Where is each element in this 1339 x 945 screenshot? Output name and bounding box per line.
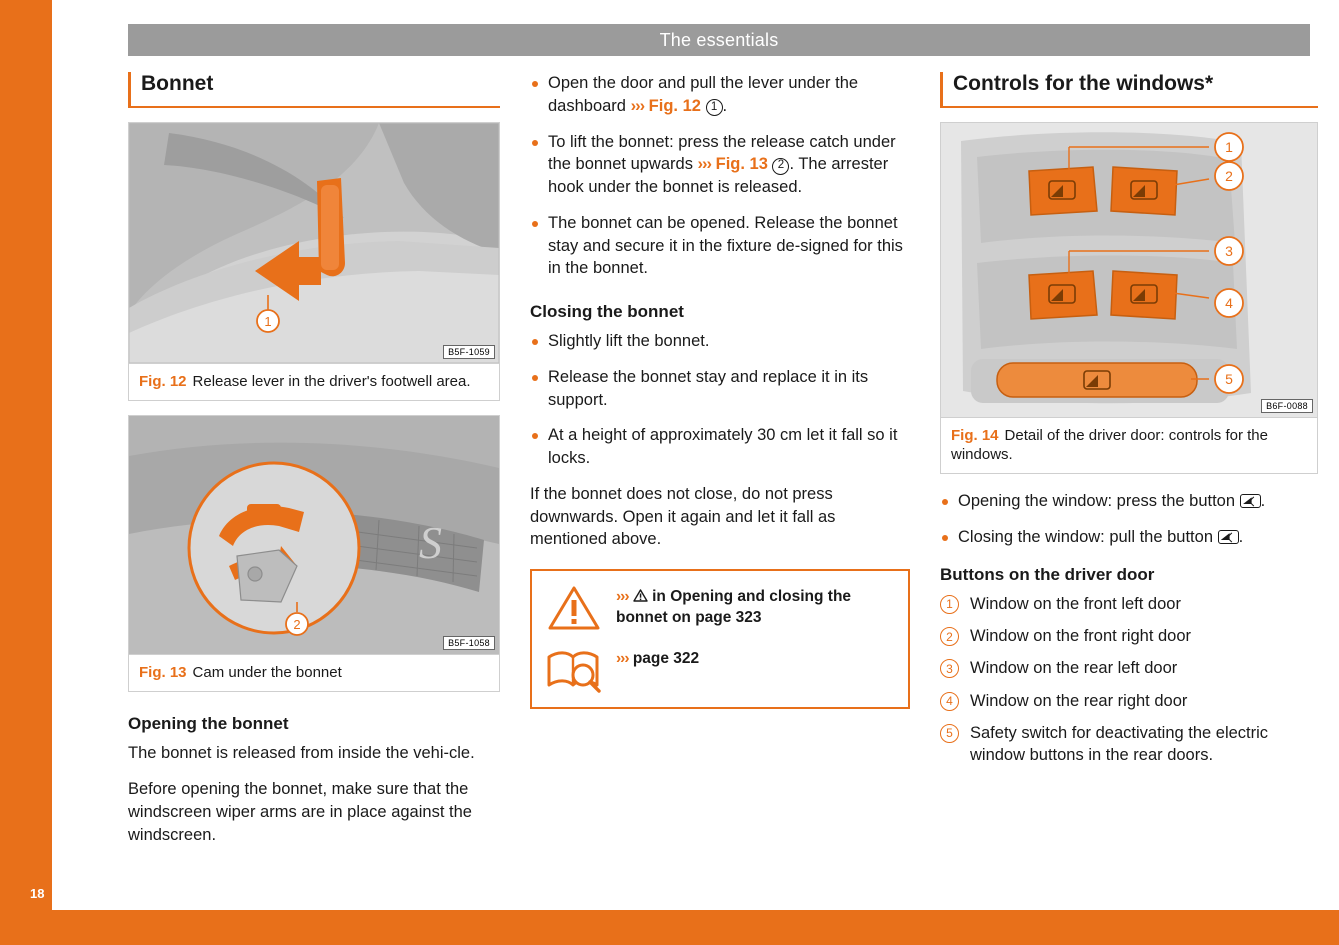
svg-text:5: 5 — [1225, 371, 1233, 387]
svg-text:1: 1 — [1225, 139, 1233, 155]
paragraph-wiper-arms: Before opening the bonnet, make sure that the windscreen wiper arms are in place against the windscreen. — [128, 780, 472, 844]
note-page-reference[interactable]: page 322 — [632, 650, 700, 668]
list-item — [530, 330, 910, 353]
window-operation-list — [940, 490, 1318, 549]
manual-page — [52, 0, 1339, 910]
callout-ref: 2 — [772, 158, 789, 175]
svg-text:1: 1 — [264, 314, 272, 329]
column-right — [940, 72, 1318, 859]
button-description: Window on the front right door — [970, 627, 1192, 646]
callout-number: 3 — [940, 659, 959, 678]
note-reference-text[interactable]: in Opening and closing the bonnet on page 323 — [616, 588, 852, 627]
book-magnifier-icon — [546, 645, 602, 693]
list-item — [530, 424, 910, 470]
figure-13 — [128, 415, 500, 692]
step-text: At a height of approximately 30 cm let it fall so it locks. — [548, 426, 898, 468]
list-item — [940, 690, 1318, 712]
note-text-page — [616, 645, 699, 670]
arrow-marker: ››› — [630, 96, 645, 115]
list-item — [530, 131, 910, 199]
page-columns — [128, 72, 1318, 859]
step-text-post: . The arrester hook under the bonnet is released. — [548, 155, 889, 197]
figure-12-code: B5F-1059 — [443, 345, 495, 359]
figure-13-image — [129, 416, 499, 654]
figure-ref[interactable]: Fig. 13 — [715, 155, 768, 174]
note-text-warning — [616, 583, 894, 629]
warning-triangle-inline-icon — [633, 589, 648, 602]
section-title-bonnet: Bonnet — [128, 72, 500, 108]
step-text: Open the door and pull the lever under the dashboard — [548, 74, 859, 115]
callout-number: 5 — [940, 724, 959, 743]
svg-text:4: 4 — [1225, 295, 1233, 311]
button-description: Window on the rear right door — [970, 691, 1188, 710]
list-item — [940, 722, 1318, 767]
step-text: The bonnet can be opened. Release the bonnet stay and secure it in the fixture de-signed for this in the bonnet. — [548, 213, 903, 278]
list-item — [940, 657, 1318, 679]
page-number: 18 — [30, 886, 45, 901]
figure-ref[interactable]: Fig. 12 — [648, 96, 701, 115]
figure-14-label: Fig. 14 — [951, 427, 999, 444]
list-item — [940, 490, 1318, 513]
figure-12-image — [129, 123, 499, 363]
figure-13-caption-text: Cam under the bonnet — [192, 664, 342, 682]
button-description: Window on the front left door — [970, 594, 1181, 613]
note-row-manual — [546, 645, 894, 693]
button-description: Window on the rear left door — [970, 659, 1178, 678]
figure-14-image — [941, 123, 1317, 417]
step-text: To lift the bonnet: press the release catch under the bonnet upwards — [548, 132, 896, 174]
figure-14-caption — [941, 417, 1317, 473]
step-text-post: . — [722, 96, 728, 115]
column-left — [128, 72, 500, 859]
window-controls-illustration — [941, 123, 1317, 417]
figure-12-label: Fig. 12 — [139, 373, 187, 390]
list-item — [530, 72, 910, 118]
heading-driver-door-buttons: Buttons on the driver door — [940, 564, 1155, 584]
heading-closing-bonnet: Closing the bonnet — [530, 302, 684, 322]
list-item — [940, 526, 1318, 549]
arrow-marker: ››› — [616, 650, 629, 668]
callout-number: 1 — [940, 595, 959, 614]
figure-13-code: B5F-1058 — [443, 636, 495, 650]
figure-14-code: B6F-0088 — [1261, 399, 1313, 413]
step-text: Release the bonnet stay and replace it in its support. — [548, 367, 869, 409]
list-item — [530, 212, 910, 280]
driver-door-button-list — [940, 593, 1318, 767]
warning-triangle-icon — [546, 583, 602, 631]
operation-text-post: . — [1260, 492, 1266, 511]
list-item — [530, 366, 910, 412]
opening-steps-list — [530, 72, 910, 280]
svg-text:2: 2 — [1225, 168, 1233, 184]
button-description: Safety switch for deactivating the electric window buttons in the rear doors. — [970, 723, 1269, 765]
figure-14 — [940, 122, 1318, 474]
svg-text:S: S — [419, 517, 442, 569]
operation-text-post: . — [1238, 528, 1244, 547]
paragraph-bonnet-not-closing: If the bonnet does not close, do not press downwards. Open it again and let it fall as mentioned above. — [530, 484, 836, 549]
heading-opening-bonnet: Opening the bonnet — [128, 714, 289, 734]
callout-ref: 1 — [706, 99, 723, 116]
footwell-illustration — [129, 123, 499, 363]
closing-steps-list — [530, 330, 910, 470]
cam-under-bonnet-illustration — [129, 416, 499, 654]
figure-12-caption — [129, 363, 499, 400]
figure-12-caption-text: Release lever in the driver's footwell area. — [192, 373, 471, 390]
figure-13-label: Fig. 13 — [139, 664, 187, 682]
svg-text:3: 3 — [1225, 243, 1233, 259]
list-item — [940, 625, 1318, 647]
callout-number: 4 — [940, 692, 959, 711]
reference-note-box — [530, 569, 910, 709]
window-button-icon — [1240, 494, 1261, 508]
column-middle — [530, 72, 910, 859]
figure-13-caption — [129, 654, 499, 691]
note-row-warning — [546, 583, 894, 631]
page-header-title: The essentials — [659, 29, 779, 50]
list-item — [940, 593, 1318, 615]
operation-text: Closing the window: pull the button — [958, 528, 1218, 547]
step-text: Slightly lift the bonnet. — [548, 332, 710, 351]
figure-14-caption-text: Detail of the driver door: controls for the windows. — [951, 427, 1268, 464]
section-title-windows: Controls for the windows* — [940, 72, 1318, 108]
operation-text: Opening the window: press the button — [958, 492, 1240, 511]
svg-text:2: 2 — [293, 617, 301, 633]
arrow-marker: ››› — [697, 155, 712, 174]
arrow-marker: ››› — [616, 588, 629, 606]
window-button-icon — [1218, 530, 1239, 544]
callout-number: 2 — [940, 627, 959, 646]
figure-12 — [128, 122, 500, 401]
page-header — [128, 24, 1310, 56]
paragraph-released-inside: The bonnet is released from inside the vehi-cle. — [128, 744, 475, 763]
